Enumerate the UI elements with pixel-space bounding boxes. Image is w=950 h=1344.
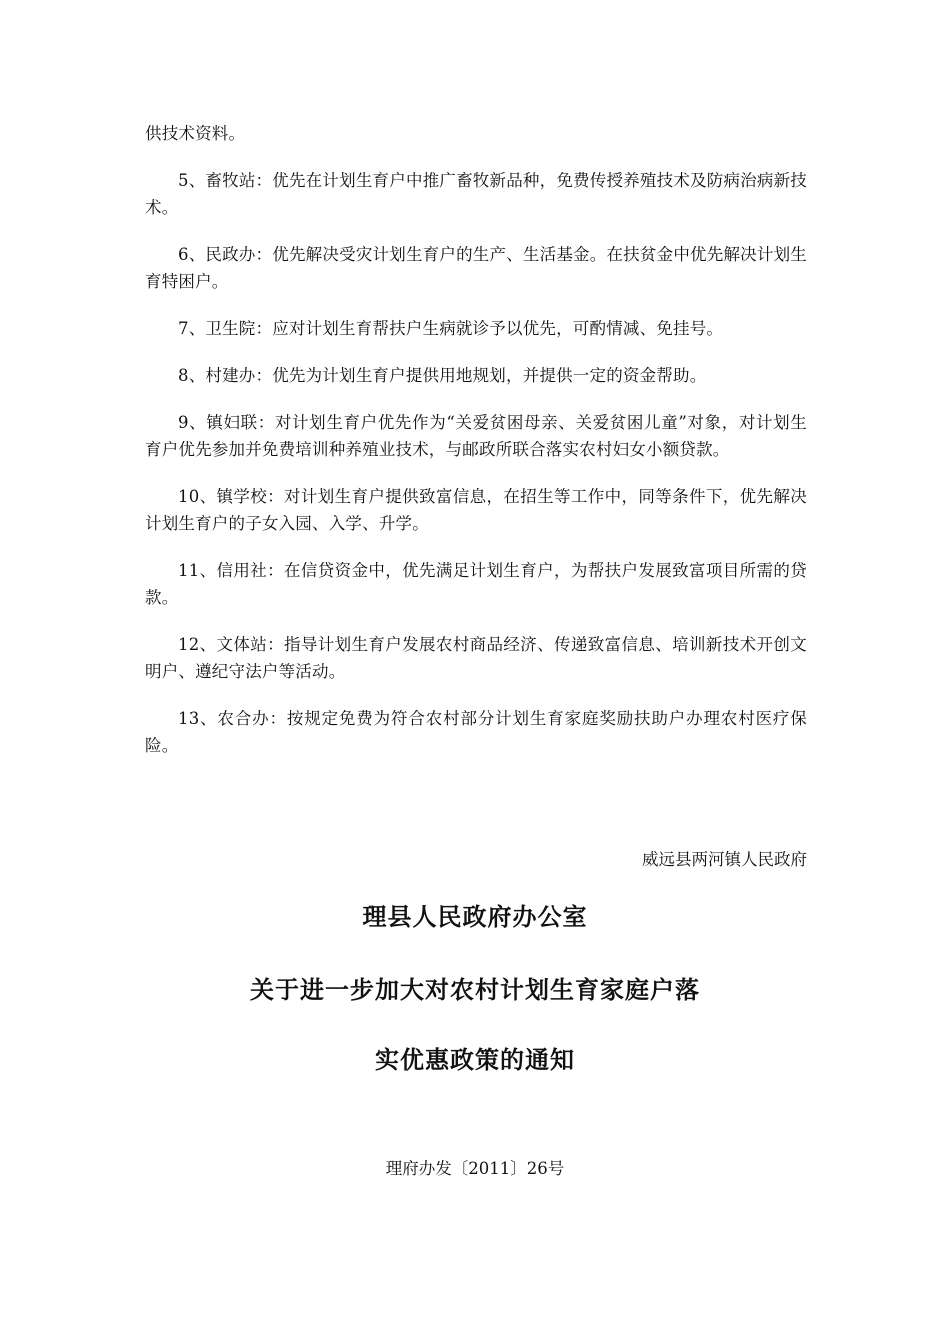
paragraph-item-6: 6、民政办：优先解决受灾计划生育户的生产、生活基金。在扶贫金中优先解决计划生育特困户。 <box>145 245 807 291</box>
notice-title-line-2: 关于进一步加大对农村计划生育家庭户落 <box>250 976 700 1004</box>
notice-title-line-3: 实优惠政策的通知 <box>375 1046 575 1074</box>
paragraph-item-8: 8、村建办：优先为计划生育户提供用地规划，并提供一定的资金帮助。 <box>178 366 707 385</box>
paragraph-item-13: 13、农合办：按规定免费为符合农村部分计划生育家庭奖励扶助户办理农村医疗保险。 <box>145 709 807 755</box>
paragraph-continuation: 供技术资料。 <box>145 124 246 143</box>
signature-issuer: 威远县两河镇人民政府 <box>642 850 807 869</box>
document-body <box>145 120 807 779</box>
notice-title-line-1: 理县人民政府办公室 <box>362 903 588 931</box>
paragraph-item-12: 12、文体站：指导计划生育户发展农村商品经济、传递致富信息、培训新技术开创文明户、遵纪守法户等活动。 <box>145 635 807 681</box>
paragraph-item-11: 11、信用社：在信贷资金中，优先满足计划生育户，为帮扶户发展致富项目所需的贷款。 <box>145 561 807 607</box>
paragraph-item-5: 5、畜牧站：优先在计划生育户中推广畜牧新品种，免费传授养殖技术及防病治病新技术。 <box>145 171 807 217</box>
paragraph-item-7: 7、卫生院：应对计划生育帮扶户生病就诊予以优先，可酌情减、免挂号。 <box>178 319 724 338</box>
document-number: 理府办发〔2011〕26号 <box>385 1159 565 1178</box>
paragraph-item-10: 10、镇学校：对计划生育户提供致富信息，在招生等工作中，同等条件下，优先解决计划生育户的子女入园、入学、升学。 <box>145 487 807 533</box>
paragraph-item-9: 9、镇妇联：对计划生育户优先作为“关爱贫困母亲、关爱贫困儿童”对象，对计划生育户优先参加并免费培训种养殖业技术，与邮政所联合落实农村妇女小额贷款。 <box>145 413 807 459</box>
